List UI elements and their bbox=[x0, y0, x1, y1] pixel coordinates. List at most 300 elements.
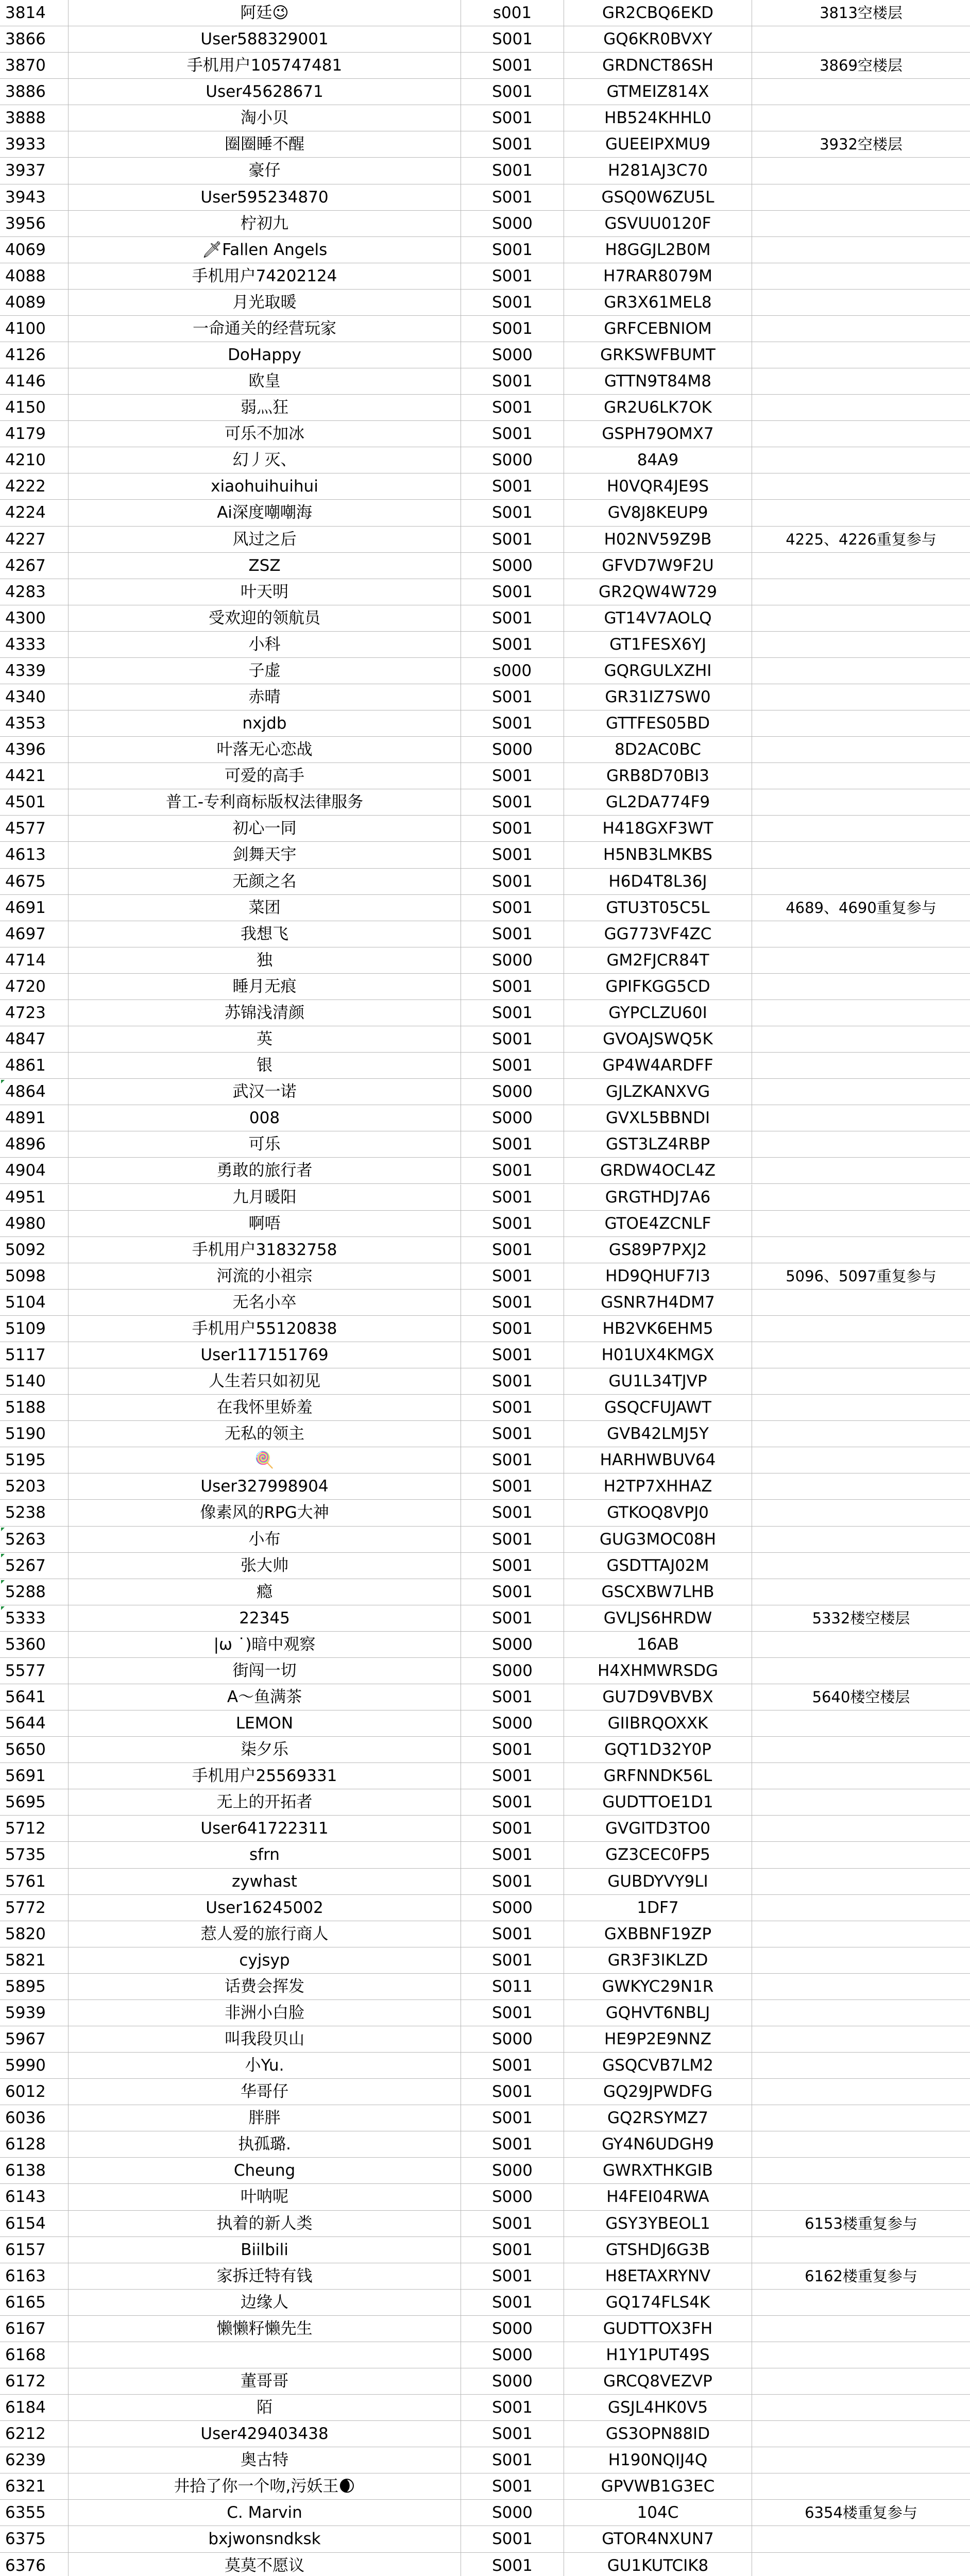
remark-cell bbox=[752, 1710, 970, 1737]
username-cell: User117151769 bbox=[69, 1342, 461, 1368]
remark-cell bbox=[752, 1842, 970, 1868]
remark-cell bbox=[752, 1500, 970, 1526]
username-cell: 话费会挥发 bbox=[69, 1974, 461, 2000]
server-cell: S001 bbox=[461, 1684, 564, 1710]
code-cell: GIIBRQOXXK bbox=[564, 1710, 752, 1737]
code-cell: GUDTTOX3FH bbox=[564, 2316, 752, 2342]
remark-cell: 3869空楼层 bbox=[820, 57, 903, 75]
code-cell: H8ETAXRYNV bbox=[564, 2263, 752, 2290]
table-row bbox=[0, 1290, 970, 1316]
floor-number-cell: 5098 bbox=[0, 1263, 69, 1290]
username-cell: 执孤璐. bbox=[69, 2131, 461, 2158]
remark-cell bbox=[752, 2342, 970, 2368]
remark-cell bbox=[752, 1000, 970, 1026]
remark-cell bbox=[752, 579, 970, 605]
code-cell: HB524KHHL0 bbox=[564, 105, 752, 131]
server-cell: S001 bbox=[461, 1842, 564, 1868]
server-cell: S001 bbox=[461, 184, 564, 211]
table-row bbox=[0, 105, 970, 131]
username-cell: 月光取暖 bbox=[69, 290, 461, 316]
remark-cell bbox=[752, 2026, 970, 2053]
code-cell: GRCQ8VEZVP bbox=[564, 2368, 752, 2395]
code-cell: GQ6KR0BVXY bbox=[564, 26, 752, 53]
table-row bbox=[0, 737, 970, 763]
code-cell: GU1KUTCIK8 bbox=[564, 2553, 752, 2576]
floor-number-cell: 3866 bbox=[0, 26, 69, 53]
floor-number-cell: 6168 bbox=[0, 2342, 69, 2368]
username-cell: 勇敢的旅行者 bbox=[69, 1158, 461, 1184]
server-cell: S001 bbox=[461, 2421, 564, 2447]
server-cell: S001 bbox=[461, 1263, 564, 1290]
table-row bbox=[0, 2290, 970, 2316]
code-cell: GST3LZ4RBP bbox=[564, 1131, 752, 1158]
username-cell: 初心一同 bbox=[69, 816, 461, 842]
remark-cell bbox=[752, 1184, 970, 1211]
username-cell: User327998904 bbox=[69, 1473, 461, 1500]
code-cell: GT1FESX6YJ bbox=[564, 632, 752, 658]
code-cell: GVGITD3TO0 bbox=[564, 1816, 752, 1842]
cell-comment-marker bbox=[1, 1554, 5, 1557]
table-row bbox=[0, 2000, 970, 2026]
remark-cell bbox=[752, 1316, 970, 1342]
table-row bbox=[0, 1395, 970, 1421]
remark-cell bbox=[752, 342, 970, 368]
floor-number-cell: 4126 bbox=[0, 342, 69, 368]
table-row bbox=[0, 1473, 970, 1500]
code-cell: GUDTTOE1D1 bbox=[564, 1789, 752, 1816]
floor-number-cell: 5939 bbox=[0, 2000, 69, 2026]
code-cell: GSQCFUJAWT bbox=[564, 1395, 752, 1421]
username-cell: zywhast bbox=[69, 1869, 461, 1895]
table-row bbox=[0, 2026, 970, 2053]
server-cell: S001 bbox=[461, 921, 564, 947]
table-row bbox=[0, 2368, 970, 2395]
server-cell: S001 bbox=[461, 2105, 564, 2131]
server-cell: S001 bbox=[461, 2263, 564, 2290]
floor-number-cell: 5188 bbox=[0, 1395, 69, 1421]
server-cell: S001 bbox=[461, 1184, 564, 1211]
table-row bbox=[0, 2237, 970, 2263]
table-row bbox=[0, 2553, 970, 2576]
username-cell: 啊唔 bbox=[69, 1211, 461, 1237]
username-cell: 豪仔 bbox=[69, 158, 461, 184]
username-cell: 非洲小白脸 bbox=[69, 2000, 461, 2026]
floor-number-cell: 5990 bbox=[0, 2053, 69, 2079]
floor-number-cell: 4723 bbox=[0, 1000, 69, 1026]
username-cell: 华哥仔 bbox=[69, 2079, 461, 2105]
username-cell: Cheung bbox=[69, 2158, 461, 2184]
table-row bbox=[0, 1605, 970, 1632]
username-cell: 🍭 bbox=[69, 1447, 461, 1473]
server-cell: S001 bbox=[461, 789, 564, 816]
table-row bbox=[0, 447, 970, 473]
code-cell: GL2DA774F9 bbox=[564, 789, 752, 816]
server-cell: S001 bbox=[461, 579, 564, 605]
floor-number-cell: 6143 bbox=[0, 2184, 69, 2210]
table-row bbox=[0, 1842, 970, 1868]
code-cell: GFVD7W9F2U bbox=[564, 553, 752, 579]
remark-cell bbox=[752, 2158, 970, 2184]
table-row bbox=[0, 869, 970, 895]
code-cell: 8D2AC0BC bbox=[564, 737, 752, 763]
remark-cell: 4225、4226重复参与 bbox=[786, 530, 937, 548]
floor-number-cell: 4283 bbox=[0, 579, 69, 605]
code-cell: GQ174FLS4K bbox=[564, 2290, 752, 2316]
username-cell: 在我怀里娇羞 bbox=[69, 1395, 461, 1421]
table-row bbox=[0, 2395, 970, 2421]
server-cell: S001 bbox=[461, 895, 564, 921]
server-cell: S001 bbox=[461, 2000, 564, 2026]
remark-cell: 6162楼重复参与 bbox=[805, 2267, 917, 2285]
code-cell: GR2U6LK7OK bbox=[564, 395, 752, 421]
remark-cell bbox=[752, 1395, 970, 1421]
server-cell: S000 bbox=[461, 447, 564, 473]
username-cell: |ω ˙)暗中观察 bbox=[69, 1632, 461, 1658]
username-cell: 柒夕乐 bbox=[69, 1737, 461, 1763]
table-row bbox=[0, 789, 970, 816]
code-cell: GR2QW4W729 bbox=[564, 579, 752, 605]
server-cell: S000 bbox=[461, 2184, 564, 2210]
username-cell: 无私的领主 bbox=[69, 1421, 461, 1447]
remark-cell bbox=[752, 1527, 970, 1553]
code-cell: H4FEI04RWA bbox=[564, 2184, 752, 2210]
remark-cell: 5332楼空楼层 bbox=[812, 1609, 910, 1627]
remark-cell bbox=[752, 1895, 970, 1921]
code-cell: HB2VK6EHM5 bbox=[564, 1316, 752, 1342]
table-row bbox=[0, 658, 970, 684]
floor-number-cell: 3943 bbox=[0, 184, 69, 211]
username-cell: 河流的小祖宗 bbox=[69, 1263, 461, 1290]
table-row bbox=[0, 816, 970, 842]
username-cell: 可乐 bbox=[69, 1131, 461, 1158]
remark-cell bbox=[752, 2184, 970, 2210]
remark-cell bbox=[752, 263, 970, 290]
code-cell: GQHVT6NBLJ bbox=[564, 2000, 752, 2026]
server-cell: S001 bbox=[461, 1316, 564, 1342]
username-cell: 懒懒籽懒先生 bbox=[69, 2316, 461, 2342]
code-cell: H281AJ3C70 bbox=[564, 158, 752, 184]
username-cell: 小布 bbox=[69, 1527, 461, 1553]
remark-cell bbox=[752, 158, 970, 184]
username-cell: 弱灬狂 bbox=[69, 395, 461, 421]
table-row bbox=[0, 290, 970, 316]
code-cell: GJLZKANXVG bbox=[564, 1079, 752, 1105]
server-cell: S001 bbox=[461, 1763, 564, 1789]
code-cell: GRDW4OCL4Z bbox=[564, 1158, 752, 1184]
code-cell: 16AB bbox=[564, 1632, 752, 1658]
server-cell: S000 bbox=[461, 2342, 564, 2368]
remark-cell: 3932空楼层 bbox=[820, 135, 903, 154]
code-cell: H8GGJL2B0M bbox=[564, 237, 752, 263]
floor-number-cell: 5333 bbox=[0, 1605, 69, 1632]
remark-cell bbox=[752, 553, 970, 579]
remark-cell: 5640楼空楼层 bbox=[812, 1688, 910, 1706]
floor-number-cell: 5140 bbox=[0, 1368, 69, 1395]
code-cell: GPVWB1G3EC bbox=[564, 2473, 752, 2500]
floor-number-cell: 5695 bbox=[0, 1789, 69, 1816]
remark-cell bbox=[752, 869, 970, 895]
floor-number-cell: 4904 bbox=[0, 1158, 69, 1184]
code-cell: GP4W4ARDFF bbox=[564, 1053, 752, 1079]
server-cell: S000 bbox=[461, 2158, 564, 2184]
server-cell: S000 bbox=[461, 1105, 564, 1131]
floor-number-cell: 5691 bbox=[0, 1763, 69, 1789]
remark-cell bbox=[752, 1105, 970, 1131]
floor-number-cell: 6376 bbox=[0, 2553, 69, 2576]
table-row bbox=[0, 1263, 970, 1290]
code-cell: GTTFES05BD bbox=[564, 710, 752, 737]
floor-number-cell: 4697 bbox=[0, 921, 69, 947]
floor-number-cell: 4353 bbox=[0, 710, 69, 737]
table-row bbox=[0, 26, 970, 53]
server-cell: S001 bbox=[461, 1131, 564, 1158]
server-cell: S001 bbox=[461, 816, 564, 842]
table-row bbox=[0, 2053, 970, 2079]
server-cell: s001 bbox=[461, 0, 564, 26]
username-cell: 叶落无心恋战 bbox=[69, 737, 461, 763]
table-row bbox=[0, 2500, 970, 2526]
server-cell: S001 bbox=[461, 1395, 564, 1421]
server-cell: S001 bbox=[461, 2079, 564, 2105]
floor-number-cell: 6138 bbox=[0, 2158, 69, 2184]
remark-cell bbox=[752, 1342, 970, 1368]
remark-cell bbox=[752, 2053, 970, 2079]
floor-number-cell: 4089 bbox=[0, 290, 69, 316]
code-cell: GV8J8KEUP9 bbox=[564, 500, 752, 526]
remark-cell bbox=[752, 1658, 970, 1684]
table-row bbox=[0, 1579, 970, 1605]
remark-cell bbox=[752, 473, 970, 500]
floor-number-cell: 4069 bbox=[0, 237, 69, 263]
server-cell: S000 bbox=[461, 2316, 564, 2342]
server-cell: S000 bbox=[461, 2500, 564, 2526]
table-row bbox=[0, 579, 970, 605]
floor-number-cell: 4980 bbox=[0, 1211, 69, 1237]
floor-number-cell: 4675 bbox=[0, 869, 69, 895]
table-row bbox=[0, 921, 970, 947]
code-cell: GRDNCT86SH bbox=[564, 53, 752, 79]
server-cell: S001 bbox=[461, 869, 564, 895]
server-cell: s000 bbox=[461, 658, 564, 684]
username-cell: 手机用户105747481 bbox=[69, 53, 461, 79]
code-cell: GPIFKGG5CD bbox=[564, 974, 752, 1000]
code-cell: HE9P2E9NNZ bbox=[564, 2026, 752, 2053]
username-cell: 独 bbox=[69, 947, 461, 974]
code-cell: GQT1D32Y0P bbox=[564, 1737, 752, 1763]
floor-number-cell: 4150 bbox=[0, 395, 69, 421]
server-cell: S001 bbox=[461, 2526, 564, 2552]
code-cell: GTOR4NXUN7 bbox=[564, 2526, 752, 2552]
floor-number-cell: 5267 bbox=[0, 1553, 69, 1579]
server-cell: S001 bbox=[461, 1000, 564, 1026]
username-cell: ZSZ bbox=[69, 553, 461, 579]
remark-cell bbox=[752, 842, 970, 868]
table-row bbox=[0, 53, 970, 79]
code-cell: GQRGULXZHI bbox=[564, 658, 752, 684]
server-cell: S001 bbox=[461, 1737, 564, 1763]
code-cell: H2TP7XHHAZ bbox=[564, 1473, 752, 1500]
remark-cell bbox=[752, 2473, 970, 2500]
floor-number-cell: 5735 bbox=[0, 1842, 69, 1868]
remark-cell bbox=[752, 632, 970, 658]
username-cell: 22345 bbox=[69, 1605, 461, 1632]
table-row bbox=[0, 421, 970, 447]
username-cell: 子虚 bbox=[69, 658, 461, 684]
remark-cell bbox=[752, 2553, 970, 2576]
remark-cell bbox=[752, 1473, 970, 1500]
code-cell: H01UX4KMGX bbox=[564, 1342, 752, 1368]
table-row bbox=[0, 1105, 970, 1131]
server-cell: S000 bbox=[461, 553, 564, 579]
server-cell: S001 bbox=[461, 105, 564, 131]
code-cell: 84A9 bbox=[564, 447, 752, 473]
table-row bbox=[0, 1869, 970, 1895]
server-cell: S001 bbox=[461, 1605, 564, 1632]
remark-cell bbox=[752, 1079, 970, 1105]
remark-cell bbox=[752, 1026, 970, 1053]
username-cell: User641722311 bbox=[69, 1816, 461, 1842]
table-row bbox=[0, 1421, 970, 1447]
username-cell: 陌 bbox=[69, 2395, 461, 2421]
floor-number-cell: 3933 bbox=[0, 131, 69, 158]
username-cell: 惹人爱的旅行商人 bbox=[69, 1921, 461, 1947]
remark-cell bbox=[752, 684, 970, 710]
table-row bbox=[0, 2131, 970, 2158]
server-cell: S001 bbox=[461, 473, 564, 500]
table-row bbox=[0, 1342, 970, 1368]
server-cell: S001 bbox=[461, 1947, 564, 1974]
username-cell: 我想飞 bbox=[69, 921, 461, 947]
table-row bbox=[0, 1527, 970, 1553]
server-cell: S001 bbox=[461, 158, 564, 184]
floor-number-cell: 6321 bbox=[0, 2473, 69, 2500]
code-cell: 104C bbox=[564, 2500, 752, 2526]
remark-cell bbox=[752, 816, 970, 842]
username-cell: 胖胖 bbox=[69, 2105, 461, 2131]
server-cell: S001 bbox=[461, 1237, 564, 1263]
table-row bbox=[0, 2211, 970, 2237]
table-row bbox=[0, 1895, 970, 1921]
code-cell: GU1L34TJVP bbox=[564, 1368, 752, 1395]
table-row bbox=[0, 1632, 970, 1658]
floor-number-cell: 5238 bbox=[0, 1500, 69, 1526]
table-row bbox=[0, 1053, 970, 1079]
remark-cell bbox=[752, 947, 970, 974]
table-row bbox=[0, 1237, 970, 1263]
table-row bbox=[0, 263, 970, 290]
code-cell: GYPCLZU60I bbox=[564, 1000, 752, 1026]
username-cell: Biilbili bbox=[69, 2237, 461, 2263]
table-row bbox=[0, 1553, 970, 1579]
server-cell: S001 bbox=[461, 1421, 564, 1447]
code-cell: H6D4T8L36J bbox=[564, 869, 752, 895]
floor-number-cell: 4896 bbox=[0, 1131, 69, 1158]
table-row bbox=[0, 2105, 970, 2131]
remark-cell bbox=[752, 789, 970, 816]
server-cell: S001 bbox=[461, 1527, 564, 1553]
floor-number-cell: 3956 bbox=[0, 211, 69, 237]
code-cell: GY4N6UDGH9 bbox=[564, 2131, 752, 2158]
remark-cell bbox=[752, 605, 970, 632]
table-row bbox=[0, 1921, 970, 1947]
remark-cell bbox=[752, 1421, 970, 1447]
table-row bbox=[0, 2263, 970, 2290]
floor-number-cell: 6172 bbox=[0, 2368, 69, 2395]
table-row bbox=[0, 1079, 970, 1105]
server-cell: S001 bbox=[461, 26, 564, 53]
remark-cell bbox=[752, 1553, 970, 1579]
username-cell: 张大帅 bbox=[69, 1553, 461, 1579]
floor-number-cell: 4222 bbox=[0, 473, 69, 500]
code-cell: GSVUU0120F bbox=[564, 211, 752, 237]
username-cell: nxjdb bbox=[69, 710, 461, 737]
code-cell: H418GXF3WT bbox=[564, 816, 752, 842]
table-row bbox=[0, 237, 970, 263]
code-cell: GRB8D70BI3 bbox=[564, 763, 752, 789]
username-cell: 幻丿灭、 bbox=[69, 447, 461, 473]
floor-number-cell: 4421 bbox=[0, 763, 69, 789]
server-cell: S000 bbox=[461, 1658, 564, 1684]
floor-number-cell: 3814 bbox=[0, 0, 69, 26]
server-cell: S001 bbox=[461, 1290, 564, 1316]
table-row bbox=[0, 1316, 970, 1342]
username-cell: cyjsyp bbox=[69, 1947, 461, 1974]
server-cell: S001 bbox=[461, 2131, 564, 2158]
code-cell: GTSHDJ6G3B bbox=[564, 2237, 752, 2263]
username-cell: 阿廷😉 bbox=[69, 0, 461, 26]
code-cell: HARHWBUV64 bbox=[564, 1447, 752, 1473]
remark-cell bbox=[752, 368, 970, 395]
table-row bbox=[0, 632, 970, 658]
floor-number-cell: 6012 bbox=[0, 2079, 69, 2105]
table-row bbox=[0, 2473, 970, 2500]
code-cell: H5NB3LMKBS bbox=[564, 842, 752, 868]
code-cell: GTTN9T84M8 bbox=[564, 368, 752, 395]
username-cell: 睡月无痕 bbox=[69, 974, 461, 1000]
remark-cell bbox=[752, 2316, 970, 2342]
table-row bbox=[0, 1737, 970, 1763]
remark-cell bbox=[752, 2105, 970, 2131]
username-cell: 人生若只如初见 bbox=[69, 1368, 461, 1395]
floor-number-cell: 5104 bbox=[0, 1290, 69, 1316]
remark-cell bbox=[752, 1131, 970, 1158]
remark-cell bbox=[752, 2368, 970, 2395]
remark-cell: 6354楼重复参与 bbox=[805, 2504, 917, 2522]
server-cell: S001 bbox=[461, 1158, 564, 1184]
table-row bbox=[0, 1763, 970, 1789]
table-row bbox=[0, 1368, 970, 1395]
remark-cell bbox=[752, 2421, 970, 2447]
floor-number-cell: 6212 bbox=[0, 2421, 69, 2447]
table-row bbox=[0, 1684, 970, 1710]
remark-cell bbox=[752, 500, 970, 526]
cell-comment-marker bbox=[1, 1580, 5, 1584]
table-row bbox=[0, 2447, 970, 2473]
remark-cell bbox=[752, 1869, 970, 1895]
floor-number-cell: 4146 bbox=[0, 368, 69, 395]
server-cell: S001 bbox=[461, 1500, 564, 1526]
floor-number-cell: 4100 bbox=[0, 316, 69, 342]
floor-number-cell: 5577 bbox=[0, 1658, 69, 1684]
floor-number-cell: 3870 bbox=[0, 53, 69, 79]
server-cell: S001 bbox=[461, 1553, 564, 1579]
remark-cell bbox=[752, 2395, 970, 2421]
floor-number-cell: 3937 bbox=[0, 158, 69, 184]
code-cell: GSQCVB7LM2 bbox=[564, 2053, 752, 2079]
code-cell: H0VQR4JE9S bbox=[564, 473, 752, 500]
table-row bbox=[0, 947, 970, 974]
code-cell: GVOAJSWQ5K bbox=[564, 1026, 752, 1053]
